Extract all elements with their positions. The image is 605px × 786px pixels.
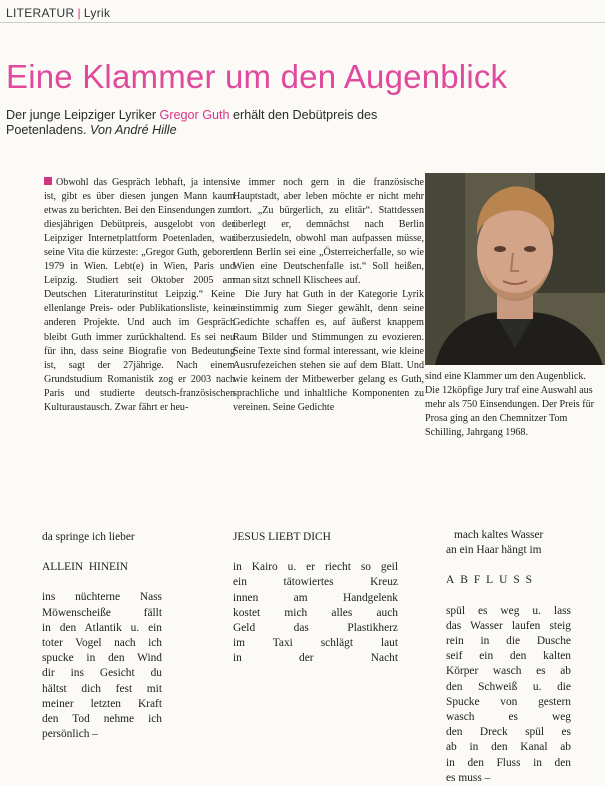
- portrait-photo: [425, 173, 605, 365]
- poem-1: [42, 530, 162, 742]
- poem-title: ALLEIN HINEIN: [42, 561, 129, 574]
- poem-line: ins nüchterne Nass: [42, 591, 162, 604]
- poem-line: hältst dich fest mit: [42, 682, 162, 695]
- lead-poet-name: Gregor Guth: [159, 108, 230, 122]
- lead-author: Von André Hille: [90, 123, 177, 137]
- section-separator: |: [77, 6, 81, 20]
- poem-line: toter Vogel nach ich: [42, 637, 162, 650]
- poem-line: meiner letzten Kraft: [42, 697, 162, 710]
- article-column-1: [44, 176, 235, 415]
- column-1-text: Obwohl das Gespräch lebhaft, ja intensiv ist, gibt es über diesen jungen Mann kaum etwas zu berichten. Bei den Einsendungen zum diesjährigen Debütpreis, ausgelobt von der Leipziger Internetplattform Poetenladen, war seine Vita die kürzeste: „Gregor Guth, geboren 1979 in Wien. Lebt(e) in Wien, Paris und Leipzig. Studiert seit Oktober 2005 am Deutschen Literaturinstitut Leipzig.“ Keine ellenlange Preis- oder Publikationsliste, keine anderen Projekte. Und auch im Gespräch bleibt Guth immer zurückhaltend. Es sei neu für ihn, dass seine Biografie von Bedeutung ist, sagt der 27jährige. Nach einem Grundstudium Romanistik zog er 2003 nach Paris und studierte deutsch-französischen Kulturaustausch. Zwar fährt er heu-: [44, 177, 235, 413]
- poem-spacer: [42, 575, 162, 590]
- poem-title: ABFLUSS: [446, 574, 539, 587]
- poem-line: spucke in den Wind: [42, 652, 162, 665]
- poem-line: persönlich –: [42, 728, 98, 741]
- section-tag: [6, 6, 110, 20]
- subsection-label: Lyrik: [83, 6, 111, 20]
- poem-line: es muss –: [446, 771, 491, 784]
- poem-line: in der Nacht: [233, 652, 398, 665]
- poem-line: seif ein den kalten: [446, 650, 571, 663]
- photo-caption: sind eine Klammer um den Augenblick. Die 12köpfige Jury traf eine Auswahl aus mehr als 750 Einsendungen. Der Preis für Prosa ging an den Chemnitzer Tom Schilling, Jahrgang 1968.: [425, 371, 595, 439]
- lead-text-end: erhält den Debütpreis des Poetenladens.: [6, 108, 378, 137]
- poem-spacer: [233, 545, 398, 560]
- poem-line: das Wasser laufen steig: [446, 619, 571, 632]
- top-rule: [0, 22, 605, 23]
- poem-line: in den Atlantik u. ein: [42, 621, 162, 634]
- poem-line: den Schweiß u. die: [446, 680, 571, 693]
- start-marker-icon: [44, 177, 52, 185]
- poem-line: dir ins Gesicht du: [42, 667, 162, 680]
- poem-line: wasch es weg: [446, 711, 571, 724]
- article-lead: [6, 108, 406, 138]
- column-2-paragraph-2: Die Jury hat Guth in der Kategorie Lyrik einstimmig zum Sieger gewählt, denn seine Gedichte schaffen es, auf äußerst knappem Raum Bilder und Stimmungen zu evozieren. Seine Texte sind formal interessant, wie kleine Ausrufezeichen stehen sie auf dem Blatt. Und wie keinem der Mitbewerber gelang es Guth, sprachliche und inhaltliche Komponenten zu vereinen. Seine Gedichte: [233, 289, 424, 413]
- section-label: LITERATUR: [6, 6, 75, 20]
- poem-line: Körper wasch es ab: [446, 665, 571, 678]
- poem-line: ab in den Kanal ab: [446, 741, 571, 754]
- lead-text-start: Der junge Leipziger Lyriker: [6, 108, 160, 122]
- column-2-paragraph-1: te immer noch gern in die französische Hauptstadt, aber leben möchte er nicht mehr dort. „Zu bürgerlich, zu elitär“. Stattdessen überlegt er, demnächst nach Berlin überzusiedeln, obwohl man aufpassen müsse, denn Berlin sei eine „Österreicherfalle, so wie Wien eine Deutschenfalle ist.“ Soll heißen, man sitzt schnell Klischees auf.: [233, 177, 424, 287]
- portrait-illustration: [425, 173, 605, 365]
- poem-spacer: [42, 545, 162, 560]
- poem-line: den Dreck spül es: [446, 726, 571, 739]
- poem-2: [233, 530, 398, 667]
- article-column-2: [233, 176, 424, 415]
- poem-line: Möwenscheiße fällt: [42, 606, 162, 619]
- article-headline: Eine Klammer um den Augenblick: [6, 58, 508, 95]
- poem-line: Geld das Plastikherz: [233, 622, 398, 635]
- poem-line: Spucke von gestern: [446, 695, 571, 708]
- poem-line: an ein Haar hängt im: [446, 544, 542, 557]
- poem-line: ein tätowiertes Kreuz: [233, 576, 398, 589]
- poem-line: mach kaltes Wasser: [454, 529, 544, 541]
- poem-title: JESUS LIEBT DICH: [233, 531, 331, 543]
- poem-line: in Kairo u. er riecht so geil: [233, 561, 398, 574]
- poem-line: spül es weg u. lass: [446, 604, 571, 617]
- poem-spacer: [446, 589, 571, 604]
- poem-line: im Taxi schlägt laut: [233, 637, 398, 650]
- poem-line: rein in die Dusche: [446, 635, 571, 648]
- poem-line: in den Fluss in den: [446, 756, 571, 769]
- poem-line: da springe ich lieber: [42, 531, 135, 543]
- poem-spacer: [446, 558, 571, 573]
- poem-line: innen am Handgelenk: [233, 591, 398, 604]
- poem-3: [446, 528, 571, 786]
- poem-line: kostet mich alles auch: [233, 606, 398, 619]
- poem-line: den Tod nehme ich: [42, 713, 162, 726]
